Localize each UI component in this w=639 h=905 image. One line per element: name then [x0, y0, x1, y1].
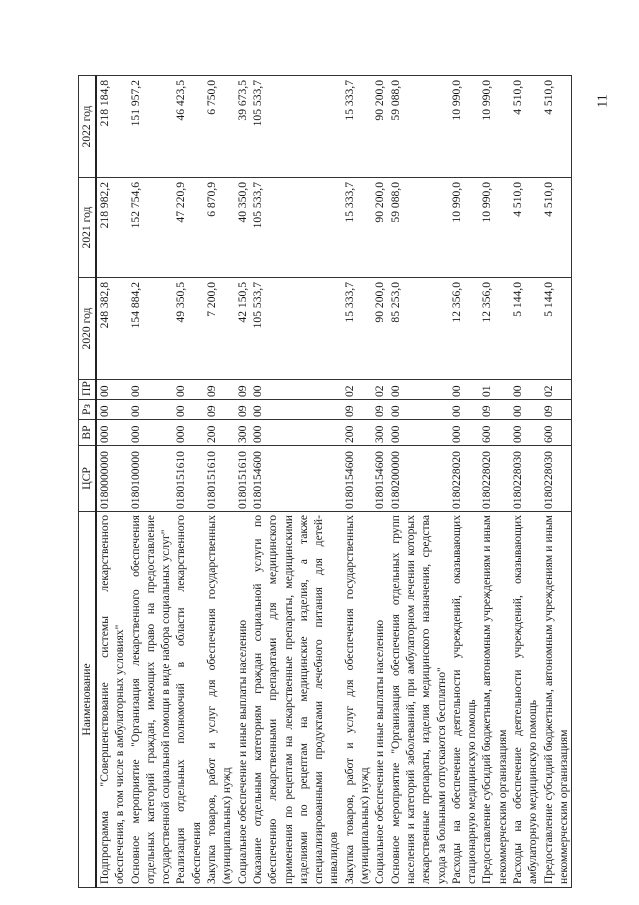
row-rz: 00 — [128, 400, 174, 420]
row-vr: 000 — [388, 420, 449, 446]
row-2020: 85 253,0 — [388, 278, 449, 380]
row-name: Закупка товаров, работ и услуг для обеспечения государственных (муниципальных) нужд — [342, 512, 373, 888]
row-name: Реализация отдельных полномочий в области лекарственного обеспечения — [173, 512, 204, 888]
table-row — [96, 76, 128, 888]
row-vr: 300 — [235, 420, 250, 446]
row-rz: 09 — [235, 400, 250, 420]
row-csr: 0180228020 — [449, 446, 480, 512]
header-vr: ВР — [79, 420, 97, 446]
row-rz: 09 — [342, 400, 373, 420]
row-2022: 39 673,5 — [235, 76, 250, 178]
row-2021: 152 754,6 — [128, 178, 174, 278]
row-vr: 600 — [541, 420, 572, 446]
page-number-text: 11 — [596, 94, 612, 108]
row-2021: 59 088,0 — [388, 178, 449, 278]
row-pr: 09 — [204, 380, 235, 400]
table-row — [173, 76, 204, 888]
row-2020: 105 533,7 — [250, 278, 342, 380]
row-rz: 00 — [510, 400, 541, 420]
row-csr: 0180000000 — [96, 446, 128, 512]
row-name: Основное мероприятие "Организация обеспечения отдельных групп населения и категорий заболеваний, при амбулаторном лечении которых лекарственные препараты, изделия медицинского назначения, средства ухода за больными отпускаются бесплатно" — [388, 512, 449, 888]
row-vr: 600 — [479, 420, 510, 446]
row-csr: 0180100000 — [128, 446, 174, 512]
row-name: Расходы на обеспечение деятельности учреждений, оказывающих стационарную медицинскую помощь — [449, 512, 480, 888]
row-2021: 4 510,0 — [541, 178, 572, 278]
table-row — [541, 76, 572, 888]
table-row — [342, 76, 373, 888]
row-csr: 0180154600 — [250, 446, 342, 512]
row-pr: 00 — [510, 380, 541, 400]
row-vr: 200 — [204, 420, 235, 446]
table-row — [510, 76, 541, 888]
row-vr: 000 — [173, 420, 204, 446]
row-2021: 90 200,0 — [372, 178, 387, 278]
table-row — [235, 76, 250, 888]
budget-table-rotated — [78, 76, 608, 888]
row-pr: 01 — [479, 380, 510, 400]
row-2021: 218 982,2 — [96, 178, 128, 278]
row-vr: 200 — [342, 420, 373, 446]
row-rz: 09 — [541, 400, 572, 420]
row-2021: 6 870,9 — [204, 178, 235, 278]
row-2021: 10 990,0 — [479, 178, 510, 278]
row-name: Социальное обеспечение и иные выплаты населению — [372, 512, 387, 888]
row-2021: 4 510,0 — [510, 178, 541, 278]
row-2022: 46 423,5 — [173, 76, 204, 178]
header-csr: ЦСР — [79, 446, 97, 512]
row-2022: 4 510,0 — [510, 76, 541, 178]
header-row — [79, 76, 97, 888]
row-pr: 09 — [235, 380, 250, 400]
header-2022: 2022 год — [79, 76, 97, 178]
table-row — [204, 76, 235, 888]
row-2021: 40 350,0 — [235, 178, 250, 278]
header-rz: Рз — [79, 400, 97, 420]
row-csr: 0180200000 — [388, 446, 449, 512]
row-pr: 00 — [388, 380, 449, 400]
row-csr: 0180154600 — [342, 446, 373, 512]
row-2020: 154 884,2 — [128, 278, 174, 380]
row-2022: 151 957,2 — [128, 76, 174, 178]
row-name: Основное мероприятие "Организация лекарственного обеспечения отдельных категорий граждан, имеющих право на предоставление государственной социальной помощи в виде набора социальных услуг" — [128, 512, 174, 888]
row-name: Социальное обеспечение и иные выплаты населению — [235, 512, 250, 888]
row-csr: 0180228030 — [510, 446, 541, 512]
row-csr: 0180228020 — [479, 446, 510, 512]
row-pr: 00 — [128, 380, 174, 400]
row-name: Закупка товаров, работ и услуг для обеспечения государственных (муниципальных) нужд — [204, 512, 235, 888]
table-row — [128, 76, 174, 888]
row-csr: 0180151610 — [235, 446, 250, 512]
row-name: Подпрограмма "Совершенствование системы лекарственного обеспечения, в том числе в амбулаторных условиях" — [96, 512, 128, 888]
row-2022: 4 510,0 — [541, 76, 572, 178]
row-2020: 15 333,7 — [342, 278, 373, 380]
row-pr: 02 — [541, 380, 572, 400]
row-pr: 00 — [96, 380, 128, 400]
table-row — [479, 76, 510, 888]
row-2022: 218 184,8 — [96, 76, 128, 178]
row-csr: 0180151610 — [173, 446, 204, 512]
header-name: Наименование — [79, 512, 97, 888]
row-pr: 00 — [173, 380, 204, 400]
row-2021: 10 990,0 — [449, 178, 480, 278]
row-2020: 12 356,0 — [479, 278, 510, 380]
row-rz: 00 — [388, 400, 449, 420]
row-rz: 00 — [96, 400, 128, 420]
row-pr: 00 — [250, 380, 342, 400]
row-csr: 0180151610 — [204, 446, 235, 512]
row-csr: 0180154600 — [372, 446, 387, 512]
row-2021: 47 220,9 — [173, 178, 204, 278]
row-2021: 15 333,7 — [342, 178, 373, 278]
header-2021: 2021 год — [79, 178, 97, 278]
row-name: Предоставление субсидий бюджетным, автономным учреждениям и иным некоммерческим организациям — [479, 512, 510, 888]
row-name: Расходы на обеспечение деятельности учреждений, оказывающих амбулаторную медицинскую помощь — [510, 512, 541, 888]
row-2020: 7 200,0 — [204, 278, 235, 380]
row-2022: 10 990,0 — [479, 76, 510, 178]
row-pr: 02 — [342, 380, 373, 400]
budget-table — [78, 75, 572, 888]
row-2020: 42 150,5 — [235, 278, 250, 380]
row-rz: 00 — [250, 400, 342, 420]
row-2020: 5 144,0 — [541, 278, 572, 380]
row-name: Предоставление субсидий бюджетным, автономным учреждениям и иным некоммерческим организациям — [541, 512, 572, 888]
row-2022: 10 990,0 — [449, 76, 480, 178]
row-2020: 90 200,0 — [372, 278, 387, 380]
row-2022: 90 200,0 — [372, 76, 387, 178]
row-vr: 000 — [449, 420, 480, 446]
row-vr: 000 — [128, 420, 174, 446]
row-2022: 105 533,7 — [250, 76, 342, 178]
row-vr: 000 — [250, 420, 342, 446]
row-csr: 0180228030 — [541, 446, 572, 512]
row-rz: 00 — [173, 400, 204, 420]
row-vr: 000 — [96, 420, 128, 446]
table-row — [388, 76, 449, 888]
row-rz: 09 — [479, 400, 510, 420]
row-vr: 300 — [372, 420, 387, 446]
row-2020: 12 356,0 — [449, 278, 480, 380]
row-2020: 5 144,0 — [510, 278, 541, 380]
table-row — [372, 76, 387, 888]
row-rz: 09 — [372, 400, 387, 420]
table-row — [250, 76, 342, 888]
row-pr: 02 — [372, 380, 387, 400]
row-vr: 000 — [510, 420, 541, 446]
row-2022: 59 088,0 — [388, 76, 449, 178]
header-pr: ПР — [79, 380, 97, 400]
table-row — [449, 76, 480, 888]
row-rz: 09 — [204, 400, 235, 420]
row-2022: 15 333,7 — [342, 76, 373, 178]
row-2020: 248 382,8 — [96, 278, 128, 380]
row-2021: 105 533,7 — [250, 178, 342, 278]
row-rz: 00 — [449, 400, 480, 420]
header-2020: 2020 год — [79, 278, 97, 380]
row-pr: 00 — [449, 380, 480, 400]
row-2020: 49 350,5 — [173, 278, 204, 380]
row-2022: 6 750,0 — [204, 76, 235, 178]
row-name: Оказание отдельным категориям граждан социальной услуги по обеспечению лекарственными препаратами для медицинского применения по рецептам на лекарственные препараты, медицинскими изделиями по рецептам на медицинские изделия, а также специализированными продуктами лечебного питания для детей-инвалидов — [250, 512, 342, 888]
